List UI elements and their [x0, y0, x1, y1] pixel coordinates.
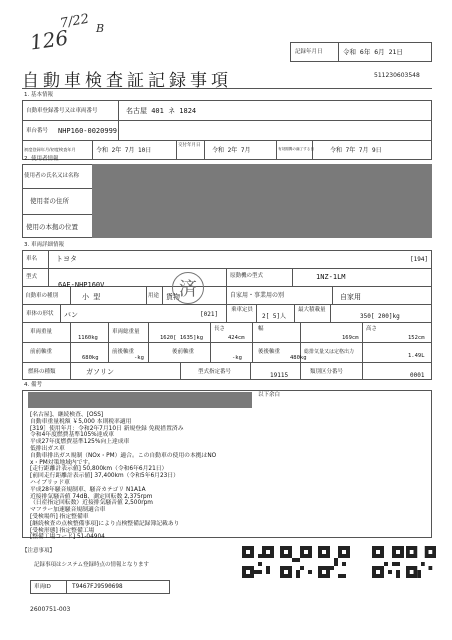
type-cert-label: 型式指定番号 — [198, 369, 232, 375]
remarks-lines — [30, 412, 216, 541]
use-value: 貨物 — [166, 293, 180, 301]
qr-code-icon — [318, 546, 350, 578]
remarks-following-blank: 以下余白 — [258, 392, 281, 398]
front-front-axle-label: 前前軸重 — [30, 349, 53, 355]
remarks-line: [受検形態] 指定整備工場 — [30, 527, 95, 534]
chassis-label: 車台番号 — [26, 128, 49, 134]
remarks-line: x・PM対策地域内です。 — [30, 459, 94, 466]
car-id-label: 車両ID — [34, 584, 51, 590]
rear-rear-axle-value: 480kg — [290, 355, 307, 361]
qr-code-icon — [406, 546, 436, 578]
use-base-label: 使用の本拠の位置 — [26, 223, 78, 231]
handwritten-number: 126 — [28, 25, 70, 55]
remarks-line: [319］使用年月：令和2年7月10日 新規登録 免税措置済み — [30, 425, 184, 432]
model-value: 6AE-NHP160V — [58, 281, 105, 289]
first-registration-value: 令和 2年 7月 10日 — [96, 147, 152, 154]
height-label: 高さ — [366, 326, 378, 332]
first-registration-label: 初度登録年月/初度検査年月 — [24, 147, 76, 152]
remarks-line: 自動車排出ガス規制（NOx・PM）適合。この自動車の使用の本拠はNO — [30, 452, 217, 459]
width-label: 幅 — [258, 326, 264, 332]
registration-value: 名古屋 401 ネ 1824 — [126, 107, 197, 115]
document-number: 511230603548 — [374, 72, 420, 79]
height-value: 152cm — [408, 335, 425, 341]
user-name-label: 使用者の氏名又は名称 — [24, 173, 80, 179]
front-rear-axle-label: 前後軸重 — [112, 349, 135, 355]
engine-label: 原動機の型式 — [230, 273, 264, 279]
expiry-label: 有効期間の満了する日 — [278, 147, 314, 151]
rear-front-axle-label: 後前軸重 — [172, 349, 195, 355]
user-address-label: 使用者の住所 — [30, 197, 69, 205]
footer-code: 2600751-003 — [30, 606, 71, 613]
width-value: 169cm — [342, 335, 359, 341]
qr-code-4 — [372, 546, 404, 578]
length-value: 424cm — [228, 335, 245, 341]
length-label: 長さ — [214, 326, 226, 332]
remarks-line: [前回走行距離計表示値] 37,400km（令和5年6月23日） — [30, 473, 179, 480]
remarks-redaction — [28, 392, 252, 408]
remarks-line: 平成28年騒音規制車、騒音カテゴリ N1A1A — [30, 486, 146, 493]
body-shape-code: [021] — [200, 311, 219, 318]
remarks-line: [受検場所] 指定整備車 — [30, 513, 89, 520]
expiry-value: 令和 7年 7月 9日 — [330, 147, 382, 154]
private-business-label: 自家用・事業用の別 — [230, 292, 285, 299]
record-date-value: 令和 6年 6月 21日 — [343, 48, 403, 56]
body-shape-value: バン — [64, 311, 78, 319]
section-user-heading: 2. 使用者情報 — [24, 156, 59, 162]
maker-value: トヨタ — [56, 255, 77, 263]
remarks-line: 自動車重量税額 ￥5,000 本則税率適用 — [30, 418, 132, 425]
rear-rear-axle-label: 後後軸重 — [258, 349, 281, 355]
handwritten-letter: B — [96, 22, 105, 35]
seats-value: 2[ 5]人 — [262, 313, 287, 320]
max-load-label: 最大積載量 — [298, 307, 326, 313]
qr-code-1 — [242, 546, 274, 578]
section-remarks-heading: 4. 備考 — [24, 382, 42, 388]
use-label: 用途 — [148, 293, 160, 299]
vehicle-kind-label: 自動車の種別 — [25, 293, 59, 299]
inspection-stamp — [172, 272, 204, 304]
class-number-value: 0001 — [410, 372, 425, 379]
qr-code-icon — [372, 546, 404, 578]
front-front-axle-value: 680kg — [82, 355, 99, 361]
type-cert-value: 19115 — [270, 372, 289, 379]
section-basic-heading: 1. 基本情報 — [24, 92, 53, 98]
remarks-line: [名古屋]、継続検査、[OSS] — [30, 412, 104, 418]
remarks-line: [走行距離計表示値] 50,800km（令和6年6月21日） — [30, 466, 168, 473]
notice-title: 【注意事項】 — [22, 548, 56, 554]
record-date-label: 記録年月日 — [295, 49, 323, 55]
car-id-value: T9467FJ9590698 — [72, 583, 123, 590]
seats-label: 乗車定員 — [231, 307, 254, 313]
qr-code-5 — [406, 546, 436, 578]
issue-date-value: 令和 2年 7月 — [212, 147, 251, 154]
maker-label: 車名 — [26, 256, 38, 262]
engine-value: 1NZ-1LM — [316, 273, 346, 281]
fuel-label: 燃料の種類 — [28, 369, 56, 375]
vehicle-kind-value: 小 型 — [82, 293, 101, 301]
registration-label: 自動車登録番号又は車両番号 — [26, 108, 98, 114]
remarks-line: [継続検査の点検整備事項]により点検整備記録簿記載あり — [30, 520, 180, 527]
qr-code-2 — [280, 546, 312, 578]
displacement-label: 総排気量又は定格出力 — [304, 349, 355, 355]
remarks-line: 低排出ガス車 — [30, 445, 65, 452]
qr-code-icon — [280, 546, 312, 578]
gross-weight-label: 車両総重量 — [112, 329, 140, 335]
maker-code: [194] — [410, 256, 429, 263]
model-label: 型式 — [26, 274, 38, 280]
qr-code-3 — [318, 546, 350, 578]
issue-date-label: 交付年月日 — [178, 143, 201, 148]
vehicle-weight-label: 車両重量 — [30, 329, 53, 335]
notice-body: 記録事項はシステム登録時点の情報となります — [34, 562, 149, 568]
remarks-line: 平成27年度燃費基準125%向上達成車 — [30, 439, 130, 446]
chassis-value: NHP160-0020999 — [58, 127, 118, 135]
section-vehicle-heading: 3. 車両詳細情報 — [24, 242, 64, 248]
max-load-value: 350[ 200]kg — [360, 313, 400, 320]
vehicle-weight-value: 1160kg — [78, 335, 98, 341]
handwritten-date: 7/22 — [58, 11, 91, 32]
stamp-text: 済 — [179, 279, 197, 300]
qr-code-icon — [242, 546, 274, 578]
front-rear-axle-value: -kg — [134, 355, 144, 361]
page-title: 自動車検査証記録事項 — [22, 71, 232, 91]
private-business-value: 自家用 — [340, 293, 361, 301]
class-number-label: 類別区分番号 — [310, 369, 344, 375]
body-shape-label: 車体の形状 — [26, 311, 54, 317]
remarks-line: 近接排気騒音値 74dB、測定回転数 2,375rpm — [30, 493, 153, 500]
gross-weight-value: 1620[ 1635]kg — [160, 335, 204, 341]
user-info-redaction — [92, 164, 432, 238]
displacement-value: 1.49L — [408, 353, 425, 359]
remarks-line: マフラー加速騒音規制適合車 — [30, 507, 106, 514]
remarks-line: ハイブリッド車 — [30, 479, 70, 486]
remarks-line: 令和4年度燃費基準105%達成車 — [30, 432, 115, 439]
rear-front-axle-value: -kg — [232, 355, 242, 361]
remarks-line: [整備工場コード] 51-04904 — [30, 534, 105, 541]
remarks-line: （日産指定回転数）近接排気騒音値 2,500rpm — [30, 500, 153, 507]
fuel-value: ガソリン — [86, 368, 114, 376]
